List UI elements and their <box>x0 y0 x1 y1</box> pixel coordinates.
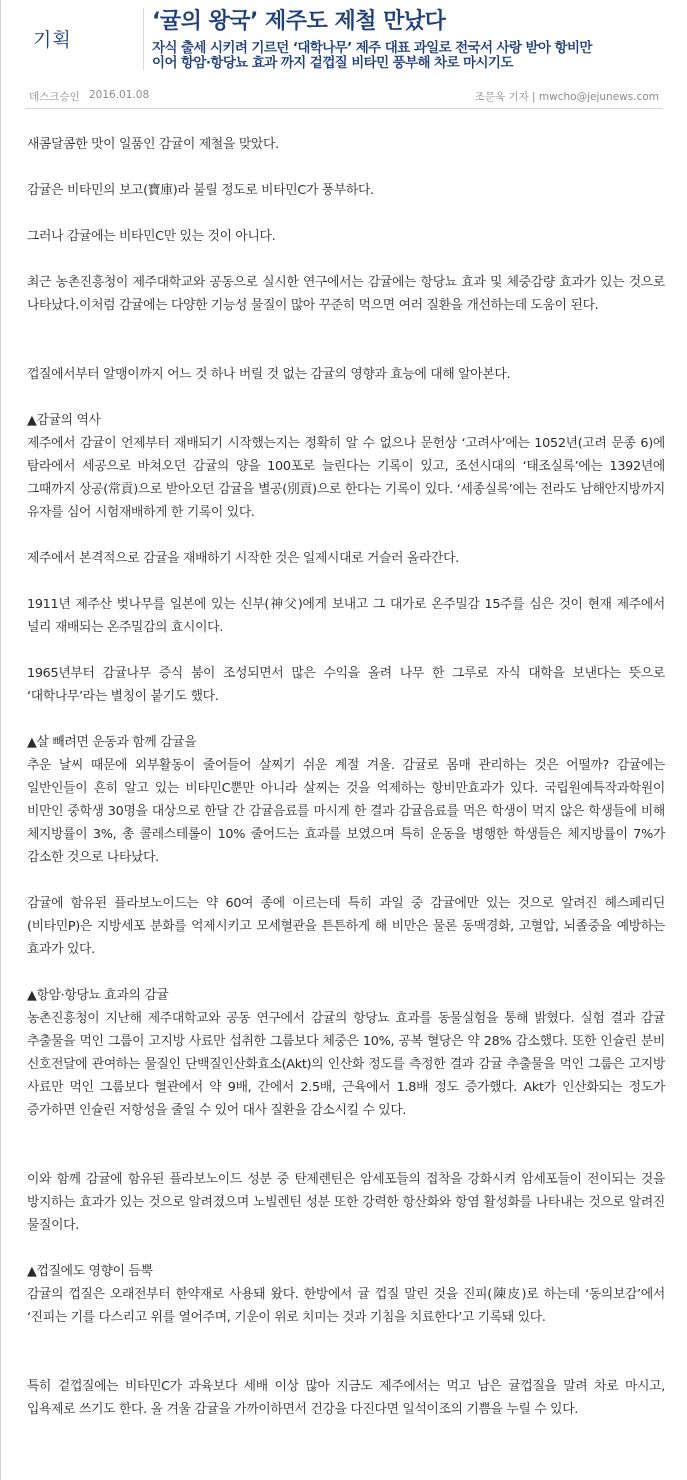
paragraph: 1965년부터 감귤나무 증식 붐이 조성되면서 많은 수익을 올려 나무 한 그루로 자식 대학을 보낸다는 뜻으로 ‘대학나무’라는 별칭이 붙기도 했다. <box>27 666 665 704</box>
paragraph: 1911년 제주산 벚나무를 일본에 있는 신부(神父)에게 보내고 그 대가로 온주밀감 15주를 심은 것이 현재 제주에서 널리 재배되는 온주밀감의 효시이다. <box>27 597 665 635</box>
paragraph: 그러나 감귤에는 비타민C만 있는 것이 아니다. <box>27 229 276 244</box>
section-heading: ▲살 빼려면 운동과 함께 감귤을 <box>27 735 197 750</box>
paragraph: 감귤의 껍질은 오래전부터 한약재로 사용돼 왔다. 한방에서 귤 껍질 말린 것을 진피(陳皮)로 하는데 ‘동의보감’에서 ‘진피는 기를 다스리고 위를 열어주며, 기운이 위로 치미는 것과 기침을 치료한다’고 기록돼 있다. <box>27 1287 665 1325</box>
section-heading: ▲항암·항당뇨 효과의 감귤 <box>27 988 169 1003</box>
paragraph: 이와 함께 감귤에 함유된 플라보노이드 성분 중 탄제렌틴은 암세포들의 접착을 강화시켜 암세포들이 전이되는 것을 방지하는 효과가 있는 것으로 알려졌으며 노빌렌틴 성분 또한 강력한 항산화와 항염 활성화를 나타내는 것으로 알려진 물질이다. <box>27 1172 665 1233</box>
paragraph: 새콤달콤한 맛이 일품인 감귤이 제철을 맞았다. <box>27 137 279 152</box>
paragraph: 특히 겉껍질에는 비타민C가 과육보다 세배 이상 많아 지금도 제주에서는 먹고 남은 귤껍질을 말려 차로 마시고, 입욕제로 쓰기도 한다. 올 겨울 감귤을 가까이하면서 건강을 다진다면 일석이조의 기쁨을 누릴 수 있다. <box>27 1379 665 1417</box>
header-divider <box>143 8 144 70</box>
paragraph: 감귤은 비타민의 보고(寶庫)라 불릴 정도로 비타민C가 풍부하다. <box>27 183 374 198</box>
section-heading: ▲껍질에도 영향이 듬뿍 <box>27 1264 153 1279</box>
reporter-byline[interactable]: 조문욱 기자 | mwcho@jejunews.com <box>474 91 659 103</box>
paragraph: 껍질에서부터 알맹이까지 어느 것 하나 버릴 것 없는 감귤의 영향과 효능에 대해 알아본다. <box>27 367 511 382</box>
paragraph: 최근 농촌진흥청이 제주대학교와 공동으로 실시한 연구에서는 감귤에는 항당뇨 효과 및 체중감량 효과가 있는 것으로 나타났다.이처럼 감귤에는 다양한 기능성 물질이 많아 꾸준히 먹으면 여러 질환을 개선하는데 도움이 된다. <box>27 275 665 313</box>
desk-approval-label: 데스크승인 <box>29 91 80 103</box>
publish-date: 2016.01.08 <box>89 89 150 101</box>
section-label: 기획 <box>33 29 72 51</box>
article-header <box>0 0 687 82</box>
paragraph: 농촌진흥청이 지난해 제주대학교와 공동 연구에서 감귤의 항당뇨 효과를 동물실험을 통해 밝혔다. 실험 결과 감귤 추출물을 먹인 그룹이 고지방 사료만 섭취한 그룹보다 체중은 10%, 공복 혈당은 약 28% 감소했다. 또한 인슐린 분비 신호전달에 관여하는 물질인 단백질인산화효소(Akt)의 인산화 정도를 측정한 결과 감귤 추출물을 먹인 그룹은 고지방 사료만 먹인 그룹보다 혈관에서 약 9배, 간에서 2.5배, 근육에서 1.8배 정도 증가했다. Akt가 인산화되는 정도가 증가하면 인슐린 저항성을 줄일 수 있어 대사 질환을 감소시킬 수 있다. <box>27 1011 665 1118</box>
article-subtitle-line-1: 자식 출세 시키려 기르던 ‘대학나무’ 제주 대표 과일로 전국서 사랑 받아 항비만 <box>152 40 592 56</box>
paragraph: 제주에서 본격적으로 감귤을 재배하기 시작한 것은 일제시대로 거슬러 올라간다. <box>27 551 459 566</box>
article-subtitle-line-2: 이어 항암·항당뇨 효과 까지 겉껍질 비타민 풍부해 차로 마시기도 <box>152 55 513 71</box>
article-meta-bar <box>25 84 663 109</box>
paragraph: 추운 날씨 때문에 외부활동이 줄어들어 살찌기 쉬운 계절 겨울. 감귤로 몸매 관리하는 것은 어떨까? 감귤에는 일반인들이 흔히 알고 있는 비타민C뿐만 아니라 살찌는 것을 억제하는 항비만효과가 있다. 국립원예특작과학원이 비만인 중학생 30명을 대상으로 한달 간 감귤음료를 마시게 한 결과 감귤음료를 먹은 학생이 먹지 않은 학생들에 비해 체지방률이 3%, 총 콜레스테롤이 10% 줄어드는 효과를 보였으며 특히 운동을 병행한 학생들은 체지방률이 7%가 감소한 것으로 나타났다. <box>27 758 665 865</box>
page-left-border <box>0 0 1 1480</box>
section-heading: ▲감귤의 역사 <box>27 413 101 428</box>
paragraph: 감귤에 함유된 플라보노이드는 약 60여 종에 이르는데 특히 과일 중 감귤에만 있는 것으로 알려진 헤스페리딘(비타민P)은 지방세포 분화를 억제시키고 모세혈관을 튼튼하게 해 비만은 물론 동맥경화, 고혈압, 뇌졸중을 예방하는 효과가 있다. <box>27 896 665 957</box>
paragraph: 제주에서 감귤이 언제부터 재배되기 시작했는지는 정확히 알 수 없으나 문헌상 ‘고려사’에는 1052년(고려 문종 6)에 탐라에서 세공으로 바쳐오던 감귤의 양을 100포로 늘린다는 기록이 있고, 조선시대의 ‘태조실록’에는 1392년에 그때까지 상공(常貢)으로 받아오던 감귤을 별공(別貢)으로 한다는 기록이 있다. ‘세종실록’에는 전라도 남해안지방까지 유자를 심어 시험재배하게 한 기록이 있다. <box>27 436 665 520</box>
article-title: ‘귤의 왕국’ 제주도 제철 만났다 <box>152 9 446 34</box>
